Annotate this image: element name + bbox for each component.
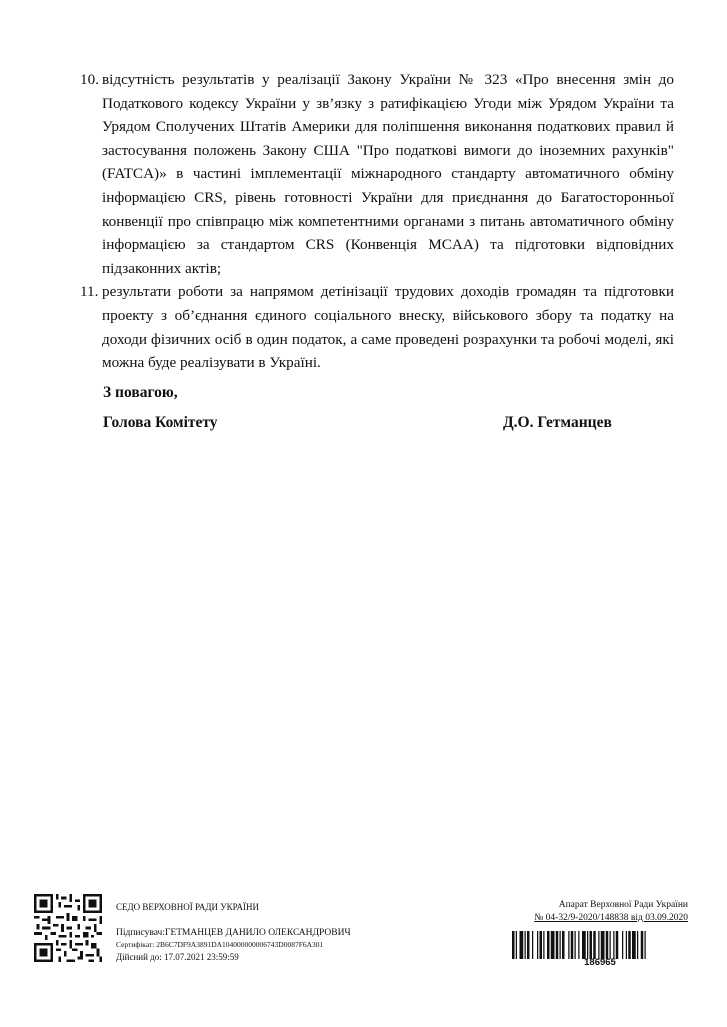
stamp-valid-until: Дійсний до: 17.07.2021 23:59:59: [116, 952, 239, 962]
numbered-list: [80, 68, 674, 375]
list-item: [80, 68, 674, 280]
list-item-number: 10.: [80, 71, 99, 88]
stamp-signer: Підписувач:ГЕТМАНЦЕВ ДАНИЛО ОЛЕКСАНДРОВИЧ: [116, 928, 351, 938]
list-item-text: відсутність результатів у реалізації Закону України № 323 «Про внесення змін до Податкового кодексу України у зв’язку з ратифікацією Угоди між Урядом України та Урядом Сполучених Штатів Америки для поліпшення виконання податкових правил й застосування положень Закону США "Про податкові вимоги до іноземних рахунків" (FATCA)» в частині імплементації міжнародного стандарту автоматичного обміну інформацією CRS, рівень готовності України для приєднання до Багатосторонньої конвенції про співпрацю між компетентними органами з питань автоматичного обміну інформацією за стандартом CRS (Конвенція MCAA) та підготовки відповідних підзаконних актів;: [102, 71, 674, 277]
digital-signature-stamp: [116, 901, 351, 963]
stamp-certificate: Сертифікат: 2B6C7DF9A3891DA104000000006743D0087F6A301: [116, 940, 324, 949]
closing-phrase: З повагою,: [103, 384, 178, 401]
stamp-system: СЕДО ВЕРХОВНОЇ РАДИ УКРАЇНИ: [116, 902, 260, 912]
list-item-text: результати роботи за напрямом детінізації трудових доходів громадян та підготовки проекту з об’єднання єдиного соціального внеску, військового збору та податку на доходи фізичних осіб в один податок, а саме проведені розрахунки та робочі моделі, які можна буде реалізувати в Україні.: [102, 283, 674, 372]
barcode-icon: [512, 931, 688, 959]
signatory-name: Д.О. Гетманцев: [503, 414, 612, 431]
list-item: [80, 280, 674, 374]
list-item-number: 11.: [80, 283, 99, 301]
registry-stamp: [508, 899, 688, 925]
signatory-position: Голова Комітету: [103, 414, 218, 431]
registry-office: Апарат Верховної Ради України: [558, 900, 688, 910]
barcode-number: 186965: [584, 957, 616, 968]
qr-code-icon: [34, 894, 102, 962]
registry-number: № 04-32/9-2020/148838 від 03.09.2020: [534, 913, 688, 923]
